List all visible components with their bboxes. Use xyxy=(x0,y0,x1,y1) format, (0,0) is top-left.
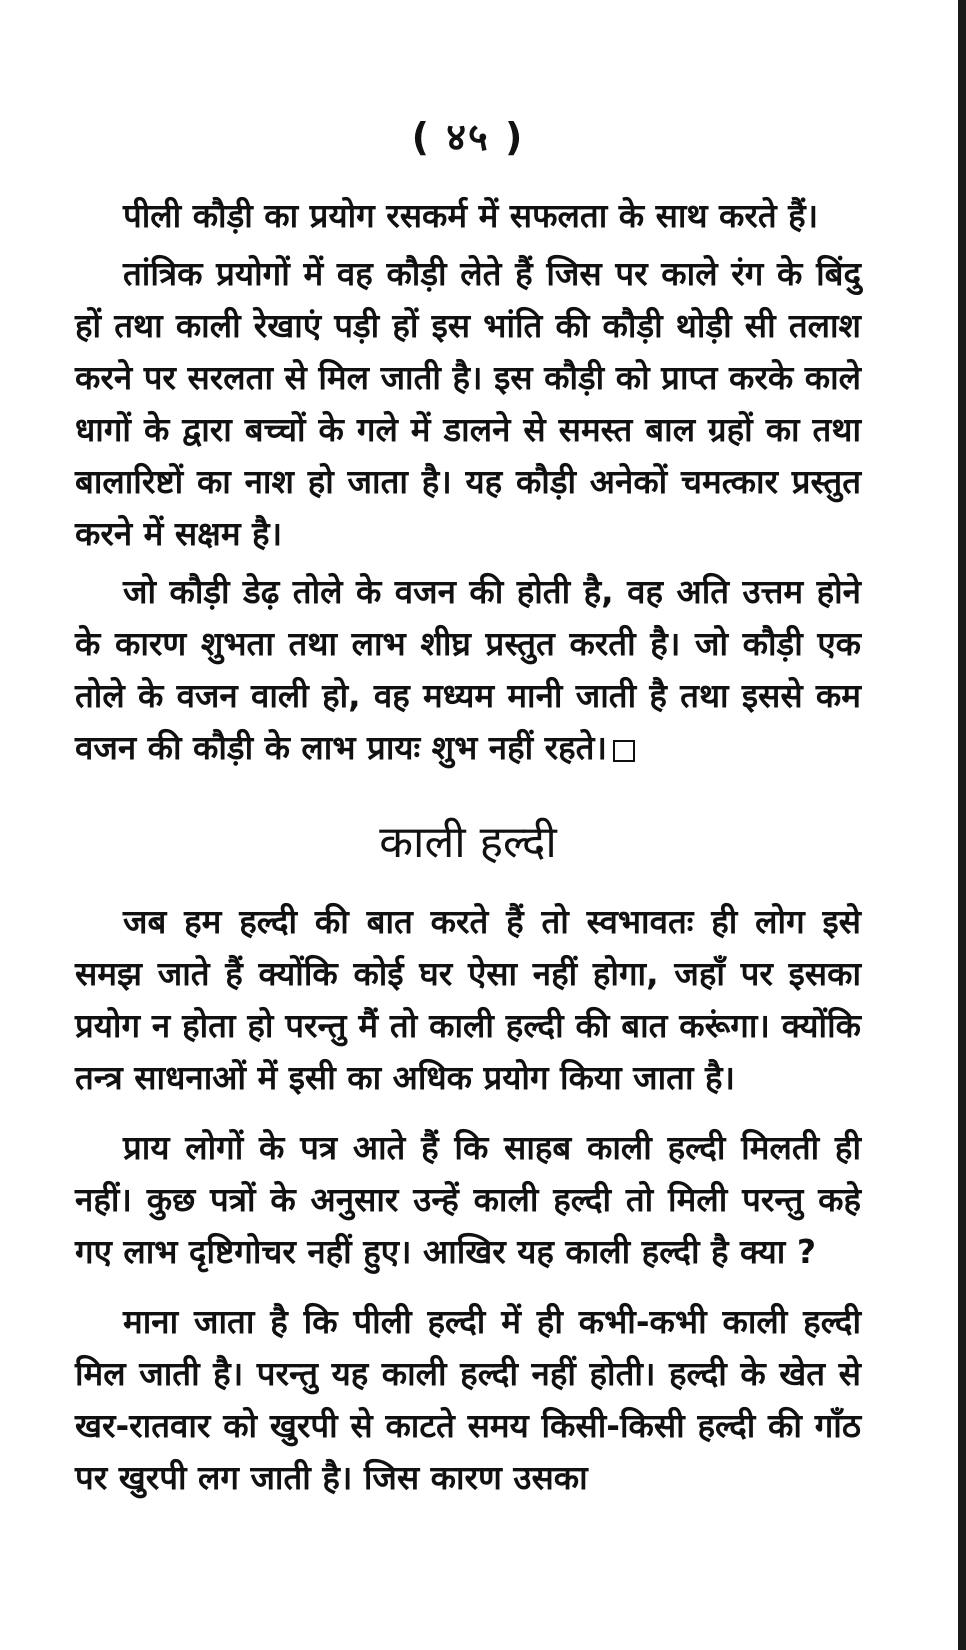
page-edge-shadow xyxy=(958,0,966,1650)
paragraph-cowrie-weight xyxy=(75,566,861,774)
paragraph-cowrie-weight-text: जो कौड़ी डेढ़ तोले के वजन की होती है, वह अति उत्तम होने के कारण शुभता तथा लाभ शीघ्र प्रस्तुत करती है। जो कौड़ी एक तोले के वजन वाली हो, वह मध्यम मानी जाती है तथा इससे कम वजन की कौड़ी के लाभ प्रायः शुभ नहीं रहते। xyxy=(75,572,861,767)
paragraph-letters: प्राय लोगों के पत्र आते हैं कि साहब काली हल्दी मिलती ही नहीं। कुछ पत्रों के अनुसार उन्हें काली हल्दी तो मिली परन्तु कहे गए लाभ दृष्टिगोचर नहीं हुए। आखिर यह काली हल्दी है क्या ? xyxy=(75,1128,861,1271)
paragraph-black-turmeric: माना जाता है कि पीली हल्दी में ही कभी-कभी काली हल्दी मिल जाती है। परन्तु यह काली हल्दी नहीं होती। हल्दी के खेत से खर-रातवार को खुरपी से काटते समय किसी-किसी हल्दी की गाँठ पर खुरपी लग जाती है। जिस कारण उसका xyxy=(75,1302,861,1497)
section-end-mark xyxy=(613,740,635,762)
paragraph-yellow-cowrie: पीली कौड़ी का प्रयोग रसकर्म में सफलता के साथ करते हैं। xyxy=(123,196,819,235)
paragraph-tantric-cowrie: तांत्रिक प्रयोगों में वह कौड़ी लेते हैं जिस पर काले रंग के बिंदु हों तथा काली रेखाएं पड़ी हों इस भांति की कौड़ी थोड़ी सी तलाश करने पर सरलता से मिल जाती है। इस कौड़ी को प्राप्त करके काले धागों के द्वारा बच्चों के गले में डालने से समस्त बाल ग्रहों का तथा बालारिष्टों का नाश हो जाता है। यह कौड़ी अनेकों चमत्कार प्रस्तुत करने में सक्षम है। xyxy=(75,254,861,553)
section-heading: काली हल्दी xyxy=(379,817,557,868)
paragraph-turmeric-intro: जब हम हल्दी की बात करते हैं तो स्वभावतः ही लोग इसे समझ जाते हैं क्योंकि कोई घर ऐसा नहीं होगा, जहाँ पर इसका प्रयोग न होता हो परन्तु मैं तो काली हल्दी की बात करूंगा। क्योंकि तन्त्र साधनाओं में इसी का अधिक प्रयोग किया जाता है। xyxy=(75,902,861,1097)
page-number: ( ४५ ) xyxy=(411,115,525,159)
